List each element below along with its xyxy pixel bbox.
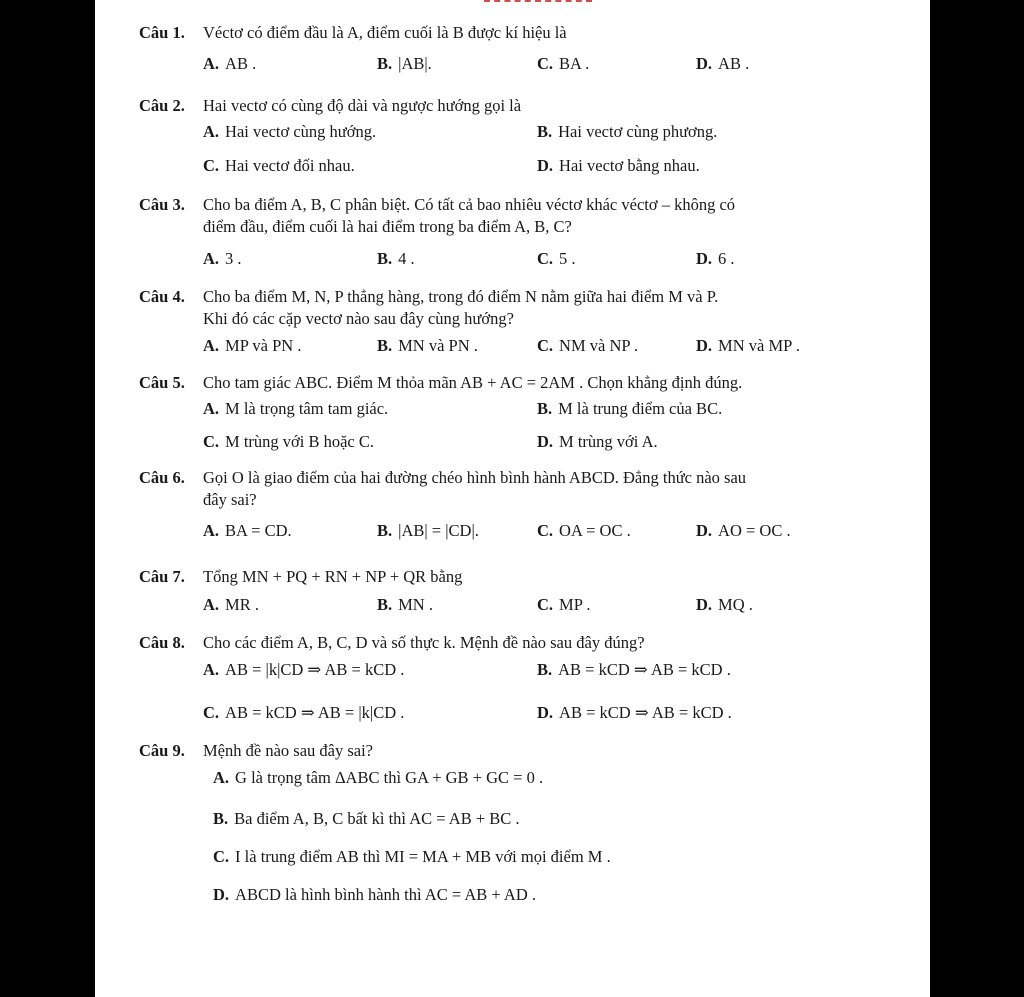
option-d[interactable]: D. MQ .	[696, 595, 753, 614]
question-number: Câu 1.	[139, 23, 185, 42]
option-b[interactable]: B. Ba điểm A, B, C bất kì thì AC = AB + BC .	[213, 809, 520, 828]
option-b[interactable]: B. |AB| = |CD|.	[377, 521, 479, 540]
option-c[interactable]: C. NM và NP .	[537, 336, 639, 355]
option-d[interactable]: D. AB .	[696, 54, 750, 73]
header-mark	[484, 0, 592, 3]
q5-options-row1	[95, 398, 930, 420]
option-a[interactable]: A. AB .	[203, 54, 257, 73]
question-stem: Mệnh đề nào sau đây sai?	[203, 741, 373, 760]
option-c[interactable]: C. OA = OC .	[537, 521, 631, 540]
q2-options-row1	[95, 121, 930, 143]
option-a[interactable]: A. AB = |k|CD ⇒ AB = kCD .	[203, 660, 405, 679]
q2-options-row2	[95, 155, 930, 177]
option-b[interactable]: B. 4 .	[377, 249, 415, 268]
option-b[interactable]: B. MN và PN .	[377, 336, 478, 355]
option-b[interactable]: B. MN .	[377, 595, 433, 614]
option-b[interactable]: B. |AB|.	[377, 54, 432, 73]
q8-options-row2	[95, 702, 930, 724]
q4-options	[95, 335, 930, 357]
option-b[interactable]: B. AB = kCD ⇒ AB = kCD .	[537, 660, 731, 679]
option-c[interactable]: C. 5 .	[537, 249, 576, 268]
option-c[interactable]: C. I là trung điểm AB thì MI = MA + MB với mọi điểm M .	[213, 847, 611, 866]
option-d[interactable]: D. MN và MP .	[696, 336, 800, 355]
question-number: Câu 6.	[139, 468, 185, 487]
question-stem: Cho ba điểm A, B, C phân biệt. Có tất cả bao nhiêu véctơ khác véctơ – không có điểm đầu, điểm cuối là hai điểm trong ba điểm A, B, C?	[203, 195, 736, 236]
q1-options	[95, 53, 930, 75]
question-number: Câu 8.	[139, 633, 185, 652]
option-c[interactable]: C. AB = kCD ⇒ AB = |k|CD .	[203, 703, 405, 722]
question-stem: Tổng MN + PQ + RN + NP + QR bằng	[203, 567, 463, 586]
option-d[interactable]: D. ABCD là hình bình hành thì AC = AB + AD .	[213, 885, 537, 904]
question-stem: Cho tam giác ABC. Điểm M thỏa mãn AB + AC = 2AM . Chọn khẳng định đúng.	[203, 373, 743, 392]
option-a[interactable]: A. M là trọng tâm tam giác.	[203, 399, 389, 418]
option-d[interactable]: D. M trùng với A.	[537, 432, 658, 451]
question-number: Câu 2.	[139, 96, 185, 115]
option-c[interactable]: C. M trùng với B hoặc C.	[203, 432, 375, 451]
option-c[interactable]: C. Hai vectơ đối nhau.	[203, 156, 355, 175]
option-a[interactable]: A. BA = CD.	[203, 521, 292, 540]
q8-options-row1	[95, 659, 930, 681]
option-a[interactable]: A. MP và PN .	[203, 336, 302, 355]
question-stem: Cho ba điểm M, N, P thẳng hàng, trong đó điểm N nằm giữa hai điểm M và P. Khi đó các cặp vectơ nào sau đây cùng hướng?	[203, 287, 719, 328]
q5-options-row2	[95, 431, 930, 453]
question-number: Câu 9.	[139, 741, 185, 760]
question-number: Câu 7.	[139, 567, 185, 586]
q3-options	[95, 248, 930, 270]
exam-page	[95, 0, 930, 997]
option-b[interactable]: B. M là trung điểm của BC.	[537, 399, 723, 418]
option-d[interactable]: D. AB = kCD ⇒ AB = kCD .	[537, 703, 732, 722]
question-number: Câu 4.	[139, 287, 185, 306]
option-a[interactable]: A. MR .	[203, 595, 259, 614]
option-a[interactable]: A. Hai vectơ cùng hướng.	[203, 122, 377, 141]
option-b[interactable]: B. Hai vectơ cùng phương.	[537, 122, 718, 141]
option-c[interactable]: C. BA .	[537, 54, 590, 73]
question-number: Câu 5.	[139, 373, 185, 392]
q7-options	[95, 594, 930, 616]
question-stem: Gọi O là giao điểm của hai đường chéo hình bình hành ABCD. Đẳng thức nào sau đây sai?	[203, 468, 747, 509]
option-a[interactable]: A. G là trọng tâm ΔABC thì GA + GB + GC = 0 .	[213, 768, 544, 787]
option-d[interactable]: D. AO = OC .	[696, 521, 791, 540]
question-stem: Hai vectơ có cùng độ dài và ngược hướng gọi là	[203, 96, 522, 115]
option-d[interactable]: D. 6 .	[696, 249, 735, 268]
option-a[interactable]: A. 3 .	[203, 249, 242, 268]
option-c[interactable]: C. MP .	[537, 595, 591, 614]
option-d[interactable]: D. Hai vectơ bằng nhau.	[537, 156, 700, 175]
question-number: Câu 3.	[139, 195, 185, 214]
q6-options	[95, 520, 930, 542]
question-stem: Véctơ có điểm đầu là A, điểm cuối là B được kí hiệu là	[203, 23, 567, 42]
question-stem: Cho các điểm A, B, C, D và số thực k. Mệnh đề nào sau đây đúng?	[203, 633, 645, 652]
